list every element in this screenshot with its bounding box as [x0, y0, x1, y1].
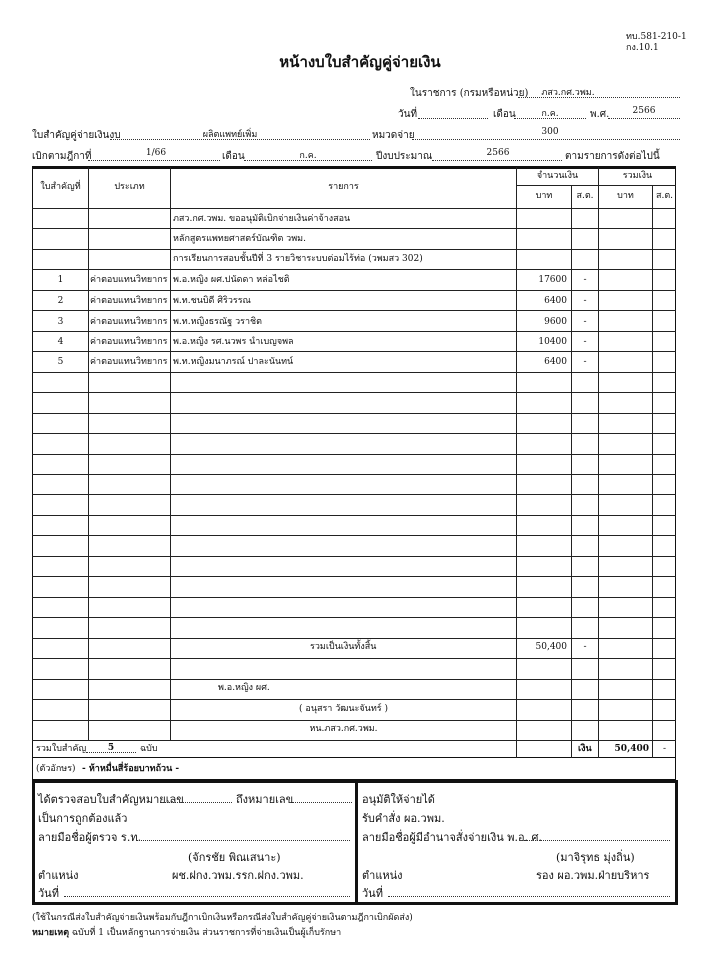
correct-label: เป็นการถูกต้องแล้ว	[38, 812, 128, 825]
col-header-total: รวมเงิน	[622, 171, 653, 181]
checker-sign-label: ลายมือชื่อผู้ตรวจ ร.ท.	[38, 831, 142, 844]
row-line	[32, 658, 676, 659]
intro-line-3: การเรียนการสอบชั้นปีที่ 3 รายวิชาระบบต่อมไร้ท่อ (วพมสว 302)	[173, 254, 423, 264]
row-satang: -	[583, 296, 587, 306]
signer-name: ( อนุสรา วัฒนะจันทร์ )	[299, 704, 388, 714]
request-month-label: เดือน	[222, 151, 245, 162]
row-type: ค่าตอบแทนวิทยากร	[90, 337, 168, 347]
row-line	[32, 617, 676, 618]
row-satang: -	[583, 337, 587, 347]
footer-note-2	[32, 925, 341, 939]
header-bottom-line	[32, 208, 676, 209]
row-line	[32, 474, 676, 475]
row-line	[32, 556, 676, 557]
money-label: เงิน	[578, 744, 592, 754]
row-line	[32, 372, 676, 373]
col-header-desc: รายการ	[328, 182, 359, 192]
row-no: 5	[57, 357, 64, 367]
col-header-baht-2: บาท	[617, 191, 634, 201]
row-type: ค่าตอบแทนวิทยากร	[90, 296, 168, 306]
grand-baht: 50,400	[614, 744, 649, 754]
checker-date-dotline	[64, 896, 350, 897]
row-desc: พ.ท.ชนบิดี ศิริวรรณ	[173, 296, 251, 306]
category-dotline	[412, 139, 680, 140]
row-baht: 6400	[544, 296, 567, 306]
row-satang: -	[583, 317, 587, 327]
agency-label: ในราชการ (กรมหรือหน่วย)	[410, 88, 529, 99]
footer-note-1: (ใช้ในกรณีส่งใบสำคัญจ่ายเงินพร้อมกับฎีกาเบิกเงินหรือกรณีส่งใบสำคัญคู่จ่ายเงินตามฎีกาเบิกผัดส่ง)	[32, 913, 413, 923]
month-value: ก.ค.	[541, 109, 559, 119]
col-header-amount: จำนวนเงิน	[536, 171, 579, 181]
note-label: หมายเหตุ	[32, 928, 70, 938]
date-dotline	[418, 118, 488, 119]
checked-dotline	[160, 802, 232, 803]
fiscal-label: ปีงบประมาณ	[376, 151, 433, 162]
row-type: ค่าตอบแทนวิทยากร	[90, 275, 168, 285]
checker-sign-dotline	[136, 840, 350, 841]
row-satang: -	[583, 275, 587, 285]
category-label: หมวดจ่าย	[372, 130, 415, 141]
row-line	[32, 679, 676, 680]
col-header-baht-1: บาท	[535, 191, 553, 201]
intro-line-2: หลักสูตรแพทยศาสตร์บัณฑิต วพม.	[173, 234, 306, 244]
row-line	[32, 535, 676, 536]
checker-date-label: วันที่	[38, 887, 59, 900]
row-line	[32, 494, 676, 495]
row-line	[32, 269, 676, 270]
request-month-value: ก.ค.	[299, 151, 317, 161]
row-baht: 6400	[544, 357, 567, 367]
to-label: ถึงหมายเลข	[236, 793, 294, 806]
row-line	[32, 454, 676, 455]
approver-name: (มาจิรุทธ มุ่งถิ่น)	[556, 851, 635, 864]
voucher-value: ผลิตแพทย์เพิ่ม	[202, 130, 258, 140]
row-no: 1	[57, 275, 64, 285]
row-desc: พ.ท.หญิงมนาภรณ์ ปาละนันทน์	[173, 357, 294, 367]
row-line	[32, 413, 676, 414]
note-text: ฉบับที่ 1 เป็นหลักฐานการจ่ายเงิน ส่วนราชการที่จ่ายเงินเป็นผู้เก็บรักษา	[71, 928, 342, 938]
row-no: 2	[57, 296, 64, 306]
row-no: 3	[57, 317, 64, 327]
signer-position: หน.ภสว.กศ.วพม.	[309, 724, 378, 734]
row-line	[32, 290, 676, 291]
checker-position-value: ผช.ฝกง.วพม.รรก.ฝกง.วพม.	[172, 869, 304, 882]
col-header-type: ประเภท	[114, 182, 145, 192]
approver-position-value: รอง ผอ.วพม.ฝ่ายบริหาร	[536, 869, 650, 882]
checked-label: ได้ตรวจสอบใบสำคัญหมายเลข	[38, 793, 184, 806]
col-divider-6	[652, 185, 653, 758]
row-satang: -	[583, 357, 587, 367]
header-subline	[516, 185, 676, 186]
col-divider-5	[598, 167, 599, 758]
grand-satang: -	[662, 744, 667, 754]
date-label: วันที่	[398, 109, 418, 120]
request-value: 1/66	[145, 148, 167, 158]
category-value: 300	[541, 127, 559, 137]
fiscal-dotline	[432, 160, 562, 161]
col-header-no: ใบสำคัญที่	[40, 182, 81, 192]
col-header-satang-2: ส.ต.	[655, 191, 674, 201]
agency-value: ภสว.กศ.วพม.	[541, 88, 595, 98]
row-desc: พ.อ.หญิง รศ.นวพร นำเบญจพล	[173, 337, 294, 347]
form-code-line-2: กง.10.1	[626, 43, 659, 53]
approve-label: อนุมัติให้จ่ายได้	[362, 793, 435, 806]
voucher-label: ใบสำคัญคู่จ่ายเงินงบ	[32, 130, 121, 141]
approval-divider	[355, 782, 358, 903]
row-line	[32, 433, 676, 434]
sum-satang: -	[583, 642, 587, 652]
row-line	[32, 515, 676, 516]
month-label: เดือน	[493, 109, 516, 120]
approver-sign-dotline	[524, 840, 670, 841]
row-baht: 9600	[544, 317, 567, 327]
row-line	[32, 392, 676, 393]
count-value: 5	[107, 743, 115, 753]
row-baht: 10400	[538, 337, 567, 347]
year-dotline	[608, 118, 680, 119]
row-line	[32, 576, 676, 577]
row-desc: พ.ท.หญิงธรณัฐ วราชิต	[173, 317, 262, 327]
count-unit: ฉบับ	[140, 744, 158, 754]
row-no: 4	[57, 337, 64, 347]
row-line	[32, 597, 676, 598]
approver-sign-label: ลายมือชื่อผู้มีอำนาจสั่งจ่ายเงิน พ.อ. ศ.	[362, 831, 543, 844]
approver-date-dotline	[388, 896, 670, 897]
year-label: พ.ศ.	[590, 109, 610, 120]
sum-label: รวมเป็นเงินทั้งสิ้น	[310, 642, 377, 652]
checker-position-label: ตำแหน่ง	[38, 869, 79, 882]
words-label: (ตัวอักษร)	[36, 764, 76, 774]
row-type: ค่าตอบแทนวิทยากร	[90, 357, 168, 367]
request-label: เบิกตามฎีกาที่	[32, 151, 92, 162]
col-header-satang-1: ส.ต.	[576, 191, 594, 201]
row-type: ค่าตอบแทนวิทยากร	[90, 317, 168, 327]
row-line	[32, 228, 676, 229]
checker-name: (จักรชัย พิณเสนาะ)	[188, 851, 281, 864]
year-value: 2566	[632, 106, 656, 116]
col-divider-3	[516, 167, 517, 758]
page-title: หน้างบใบสำคัญคู่จ่ายเงิน	[279, 53, 441, 71]
count-label: รวมใบสำคัญ	[36, 744, 87, 754]
list-label: ตามรายการดังต่อไปนี้	[565, 151, 660, 162]
order-label: รับคำสั่ง ผอ.วพม.	[362, 812, 445, 825]
row-baht: 17600	[538, 275, 567, 285]
fiscal-value: 2566	[486, 148, 510, 158]
signer-rank: พ.อ.หญิง ผศ.	[218, 683, 270, 693]
form-code-line-1: ทบ.581-210-1	[626, 32, 687, 42]
request-dotline	[88, 160, 220, 161]
approver-date-label: วันที่	[362, 887, 383, 900]
sum-baht: 50,400	[535, 642, 567, 652]
words-value: - ห้าหมื่นสี่ร้อยบาทถ้วน -	[82, 764, 180, 774]
to-dotline	[292, 802, 352, 803]
row-desc: พ.อ.หญิง ผศ.ปนัดดา หล่อไชติ	[173, 275, 290, 285]
approver-position-label: ตำแหน่ง	[362, 869, 403, 882]
intro-line-1: ภสว.กศ.วพม. ขออนุมัติเบิกจ่ายเงินค่าจ้างสอน	[173, 214, 351, 224]
